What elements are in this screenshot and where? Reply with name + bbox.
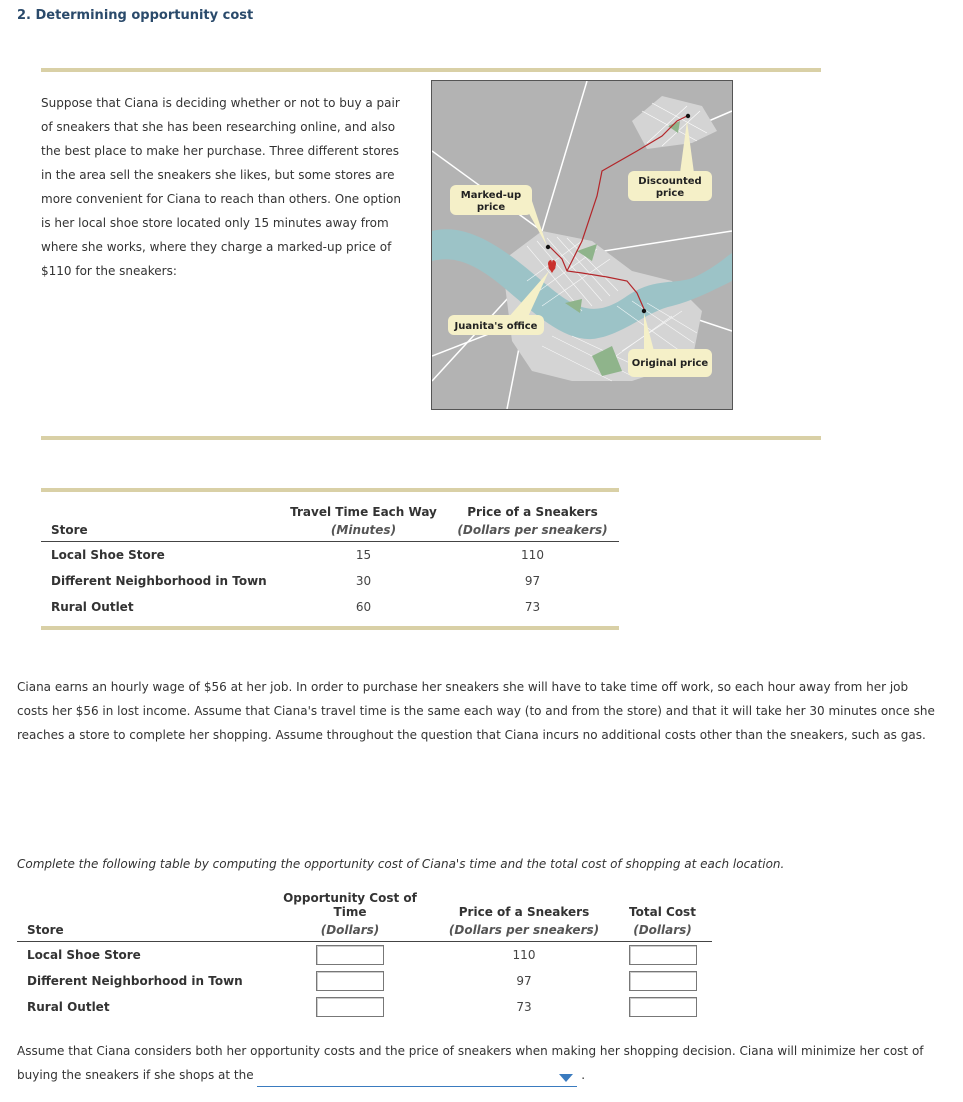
col-header-total-cost: Total Cost	[629, 905, 696, 919]
opportunity-cost-input-neighborhood[interactable]	[316, 971, 384, 991]
instruction-text: Complete the following table by computing the opportunity cost of Ciana's time and the total cost of shopping at each location.	[17, 857, 785, 871]
table1-top-rule	[41, 488, 619, 492]
col-unit-price: (Dollars per sneakers)	[457, 523, 608, 537]
opportunity-cost-input-local[interactable]	[316, 945, 384, 965]
table-row	[17, 968, 712, 994]
total-cost-input-neighborhood[interactable]	[629, 971, 697, 991]
store-name: Different Neighborhood in Town	[51, 574, 267, 588]
table-row	[17, 994, 712, 1020]
table-row	[41, 594, 619, 620]
question-title: 2. Determining opportunity cost	[17, 8, 254, 23]
price-value: 110	[446, 542, 619, 569]
price-value: 97	[524, 574, 541, 588]
price-value: 110	[435, 942, 613, 969]
svg-text:price: price	[655, 188, 685, 199]
svg-text:Juanita's office: Juanita's office	[454, 321, 538, 332]
col-header-store: Store	[51, 523, 88, 537]
city-map-image	[431, 80, 733, 410]
svg-text:Original price: Original price	[631, 358, 709, 369]
price-value: 97	[516, 974, 532, 988]
price-value: 73	[516, 1000, 532, 1014]
opportunity-cost-table	[17, 891, 712, 1020]
col-header-travel: Travel Time Each Way	[290, 505, 437, 519]
col-header-price: Price of a Sneakers	[458, 905, 590, 919]
intro-text: Suppose that Ciana is deciding whether or not to buy a pair of sneakers that she has been researching online, and also the best place to make her purchase. Three different stores in the area sell the sneakers she likes, but some stores are more convenient for Ciana to reach than others. One option is her local shoe store located only 15 minutes away from where she works, where they charge a marked-up price of $110 for the sneakers:	[41, 96, 401, 278]
table-row	[41, 568, 619, 594]
final-question	[17, 1039, 937, 1087]
store-choice-dropdown[interactable]	[257, 1068, 577, 1087]
store-name: Local Shoe Store	[41, 542, 281, 569]
col-unit-price: (Dollars per sneakers)	[448, 923, 600, 937]
store-name: Rural Outlet	[51, 600, 134, 614]
final-period: .	[581, 1068, 586, 1082]
top-divider	[41, 68, 821, 72]
travel-time-value: 15	[281, 542, 446, 569]
final-question-text: Assume that Ciana considers both her opportunity costs and the price of sneakers when making her shopping decision. Ciana will minimize her cost of buying the sneakers if she shops at the	[17, 1044, 924, 1082]
table-row	[17, 942, 712, 969]
store-name: Local Shoe Store	[17, 942, 265, 969]
col-unit-travel: (Minutes)	[330, 523, 397, 537]
travel-time-value: 30	[355, 574, 372, 588]
table1-bottom-rule	[41, 626, 619, 630]
col-header-store: Store	[27, 923, 64, 937]
col-header-opportunity-cost: Opportunity Cost of Time	[283, 891, 417, 919]
store-name: Rural Outlet	[27, 1000, 110, 1014]
svg-text:Marked-up: Marked-up	[460, 190, 522, 201]
svg-text:Discounted: Discounted	[638, 176, 702, 187]
total-cost-input-local[interactable]	[629, 945, 697, 965]
total-cost-input-rural[interactable]	[629, 997, 697, 1017]
map-bottom-divider	[41, 436, 821, 440]
chevron-down-icon	[559, 1074, 573, 1082]
col-header-price: Price of a Sneakers	[467, 505, 598, 519]
col-unit-opportunity-cost: (Dollars)	[320, 923, 380, 937]
opportunity-cost-input-rural[interactable]	[316, 997, 384, 1017]
table-row	[41, 542, 619, 569]
svg-text:price: price	[476, 202, 506, 213]
wage-paragraph: Ciana earns an hourly wage of $56 at her job. In order to purchase her sneakers she will have to take time off work, so each hour away from her job costs her $56 in lost income. Assume that Ciana's travel time is the same each way (to and from the store) and that it will take her 30 minutes once she reaches a store to complete her shopping. Assume throughout the question that Ciana incurs no additional costs other than the sneakers, such as gas.	[17, 680, 935, 742]
col-unit-total-cost: (Dollars)	[633, 923, 692, 937]
price-value: 73	[524, 600, 541, 614]
travel-time-table	[41, 497, 619, 620]
store-name: Different Neighborhood in Town	[27, 974, 243, 988]
travel-time-value: 60	[355, 600, 372, 614]
